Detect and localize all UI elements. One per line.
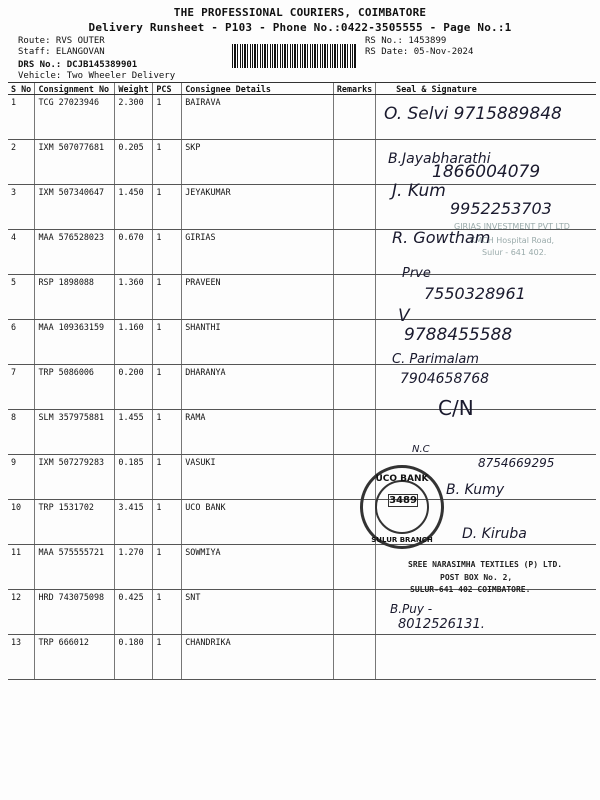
- cell-remarks: [333, 230, 375, 275]
- cell-weight: 1.360: [115, 275, 153, 320]
- cell-sno: 5: [8, 275, 35, 320]
- cell-consignee: BAIRAVA: [182, 95, 334, 140]
- cell-consignment: IXM 507340647: [35, 185, 115, 230]
- table-row: [8, 455, 596, 500]
- signature-4: R. Gowtham: [392, 228, 491, 247]
- cell-weight: 1.450: [115, 185, 153, 230]
- cell-remarks: [333, 95, 375, 140]
- snt-stamp-line-1: SREE NARASIMHA TEXTILES (P) LTD.: [408, 560, 563, 569]
- cell-weight: 0.205: [115, 140, 153, 185]
- uco-seal-number: 3489: [389, 495, 417, 506]
- cell-sno: 9: [8, 455, 35, 500]
- cell-consignee: DHARANYA: [182, 365, 334, 410]
- signature-10: B. Kumy: [446, 482, 505, 498]
- cell-consignment: HRD 743075098: [35, 590, 115, 635]
- girias-stamp-line-2: KMCH Hospital Road,: [470, 236, 555, 245]
- cell-consignment: TCG 27023946: [35, 95, 115, 140]
- cell-sno: 2: [8, 140, 35, 185]
- cell-weight: 1.455: [115, 410, 153, 455]
- col-sno: S No: [8, 83, 35, 95]
- col-remarks: Remarks: [333, 83, 375, 95]
- cell-pcs: 1: [153, 545, 182, 590]
- signature-3: J. Kum: [392, 181, 446, 201]
- col-pcs: PCS: [153, 83, 182, 95]
- cell-sno: 7: [8, 365, 35, 410]
- cell-consignment: IXM 507279283: [35, 455, 115, 500]
- table-row: [8, 365, 596, 410]
- cell-consignee: PRAVEEN: [182, 275, 334, 320]
- table-row: [8, 140, 596, 185]
- table-row: [8, 500, 596, 545]
- cell-pcs: 1: [153, 275, 182, 320]
- company-title: THE PROFESSIONAL COURIERS, COIMBATORE: [173, 6, 427, 19]
- cell-pcs: 1: [153, 320, 182, 365]
- vehicle-label: Vehicle: Two Wheeler Delivery: [18, 71, 176, 81]
- uco-seal-bottom-text: SULUR BRANCH: [371, 536, 433, 544]
- signature-7-phone: 7904658768: [400, 371, 490, 387]
- cell-remarks: [333, 275, 375, 320]
- cell-remarks: [333, 590, 375, 635]
- table-row: [8, 410, 596, 455]
- girias-stamp-line-1: GIRIAS INVESTMENT PVT LTD: [454, 222, 570, 231]
- signature-5-phone: 7550328961: [424, 284, 526, 303]
- snt-stamp-line-3: SULUR-641 402 COIMBATORE.: [410, 585, 531, 594]
- cell-consignee: SKP: [182, 140, 334, 185]
- cell-pcs: 1: [153, 500, 182, 545]
- table-row: [8, 275, 596, 320]
- cell-consignment: MAA 575555721: [35, 545, 115, 590]
- cell-weight: 1.160: [115, 320, 153, 365]
- cell-signature: [376, 140, 596, 185]
- cell-sno: 10: [8, 500, 35, 545]
- table-row: [8, 95, 596, 140]
- cell-consignee: SNT: [182, 590, 334, 635]
- cell-consignment: TRP 666012: [35, 635, 115, 680]
- cell-pcs: 1: [153, 140, 182, 185]
- cell-pcs: 1: [153, 410, 182, 455]
- cell-remarks: [333, 320, 375, 365]
- signature-11: D. Kiruba: [462, 526, 527, 542]
- signature-9-phone: 8754669295: [478, 456, 555, 470]
- cell-sno: 13: [8, 635, 35, 680]
- girias-stamp-line-3: Sulur - 641 402.: [482, 248, 547, 257]
- cell-consignment: MAA 109363159: [35, 320, 115, 365]
- cell-consignment: IXM 507077681: [35, 140, 115, 185]
- cell-consignment: MAA 576528023: [35, 230, 115, 275]
- signature-9: N.C: [412, 444, 430, 455]
- cell-signature: [376, 320, 596, 365]
- cell-pcs: 1: [153, 230, 182, 275]
- cell-signature: [376, 410, 596, 455]
- col-signature: Seal & Signature: [376, 83, 596, 95]
- cell-consignee: UCO BANK: [182, 500, 334, 545]
- signature-7: C. Parimalam: [392, 352, 479, 367]
- staff-label: Staff: ELANGOVAN: [18, 47, 105, 57]
- cell-consignee: VASUKI: [182, 455, 334, 500]
- cell-signature: [376, 95, 596, 140]
- cell-weight: 0.185: [115, 455, 153, 500]
- cell-sno: 1: [8, 95, 35, 140]
- barcode: [232, 44, 357, 68]
- cell-pcs: 1: [153, 185, 182, 230]
- signature-2: B.Jayabharathi: [388, 151, 491, 167]
- col-consignment: Consignment No: [35, 83, 115, 95]
- cell-sno: 12: [8, 590, 35, 635]
- signature-13: B.Puy -: [390, 602, 433, 616]
- cell-sno: 8: [8, 410, 35, 455]
- cell-pcs: 1: [153, 95, 182, 140]
- cell-consignment: SLM 357975881: [35, 410, 115, 455]
- cell-weight: 0.180: [115, 635, 153, 680]
- signature-3-phone: 9952253703: [450, 199, 552, 218]
- route-label: Route: RVS OUTER: [18, 36, 105, 46]
- cell-consignment: RSP 1898088: [35, 275, 115, 320]
- cell-consignee: CHANDRIKA: [182, 635, 334, 680]
- table-row: [8, 320, 596, 365]
- cell-weight: 2.300: [115, 95, 153, 140]
- cell-consignee: SOWMIYA: [182, 545, 334, 590]
- table-header-row: [8, 83, 596, 95]
- signature-5: Prve: [402, 266, 431, 281]
- cell-weight: 0.425: [115, 590, 153, 635]
- snt-stamp-line-2: POST BOX No. 2,: [440, 573, 513, 582]
- cell-pcs: 1: [153, 590, 182, 635]
- cell-consignment: TRP 5086006: [35, 365, 115, 410]
- cell-signature: [376, 590, 596, 635]
- cell-remarks: [333, 635, 375, 680]
- cell-sno: 4: [8, 230, 35, 275]
- uco-seal-top-text: UCO BANK: [375, 474, 429, 484]
- table-row: [8, 590, 596, 635]
- signature-1: O. Selvi 9715889848: [384, 104, 562, 124]
- uco-bank-seal: [360, 465, 444, 549]
- cell-remarks: [333, 140, 375, 185]
- cell-remarks: [333, 365, 375, 410]
- signature-2-phone: 1866004079: [432, 162, 541, 182]
- signature-6: V: [398, 306, 410, 326]
- cell-consignee: GIRIAS: [182, 230, 334, 275]
- cell-weight: 1.270: [115, 545, 153, 590]
- table-row: [8, 635, 596, 680]
- cell-consignee: SHANTHI: [182, 320, 334, 365]
- cell-sno: 11: [8, 545, 35, 590]
- cell-weight: 0.200: [115, 365, 153, 410]
- cell-signature: [376, 635, 596, 680]
- cell-consignee: JEYAKUMAR: [182, 185, 334, 230]
- cell-sno: 6: [8, 320, 35, 365]
- cell-consignee: RAMA: [182, 410, 334, 455]
- cell-pcs: 1: [153, 635, 182, 680]
- cell-sno: 3: [8, 185, 35, 230]
- drs-number: DRS No.: DCJB145389901: [18, 60, 138, 70]
- col-weight: Weight: [115, 83, 153, 95]
- col-consignee: Consignee Details: [182, 83, 334, 95]
- cell-remarks: [333, 545, 375, 590]
- signature-13-phone: 8012526131.: [398, 617, 485, 632]
- runsheet-subtitle: Delivery Runsheet - P103 - Phone No.:0422-3505555 - Page No.:1: [88, 21, 512, 34]
- cell-consignment: TRP 1531702: [35, 500, 115, 545]
- cell-pcs: 1: [153, 455, 182, 500]
- cell-pcs: 1: [153, 365, 182, 410]
- signature-6-phone: 9788455588: [404, 325, 513, 345]
- rs-number: RS No.: 1453899: [365, 36, 447, 46]
- cell-signature: [376, 275, 596, 320]
- rs-date: RS Date: 05-Nov-2024: [365, 47, 474, 57]
- cell-remarks: [333, 410, 375, 455]
- cell-signature: [376, 365, 596, 410]
- cell-weight: 0.670: [115, 230, 153, 275]
- signature-8: C/N: [438, 396, 474, 420]
- cell-weight: 3.415: [115, 500, 153, 545]
- cell-remarks: [333, 185, 375, 230]
